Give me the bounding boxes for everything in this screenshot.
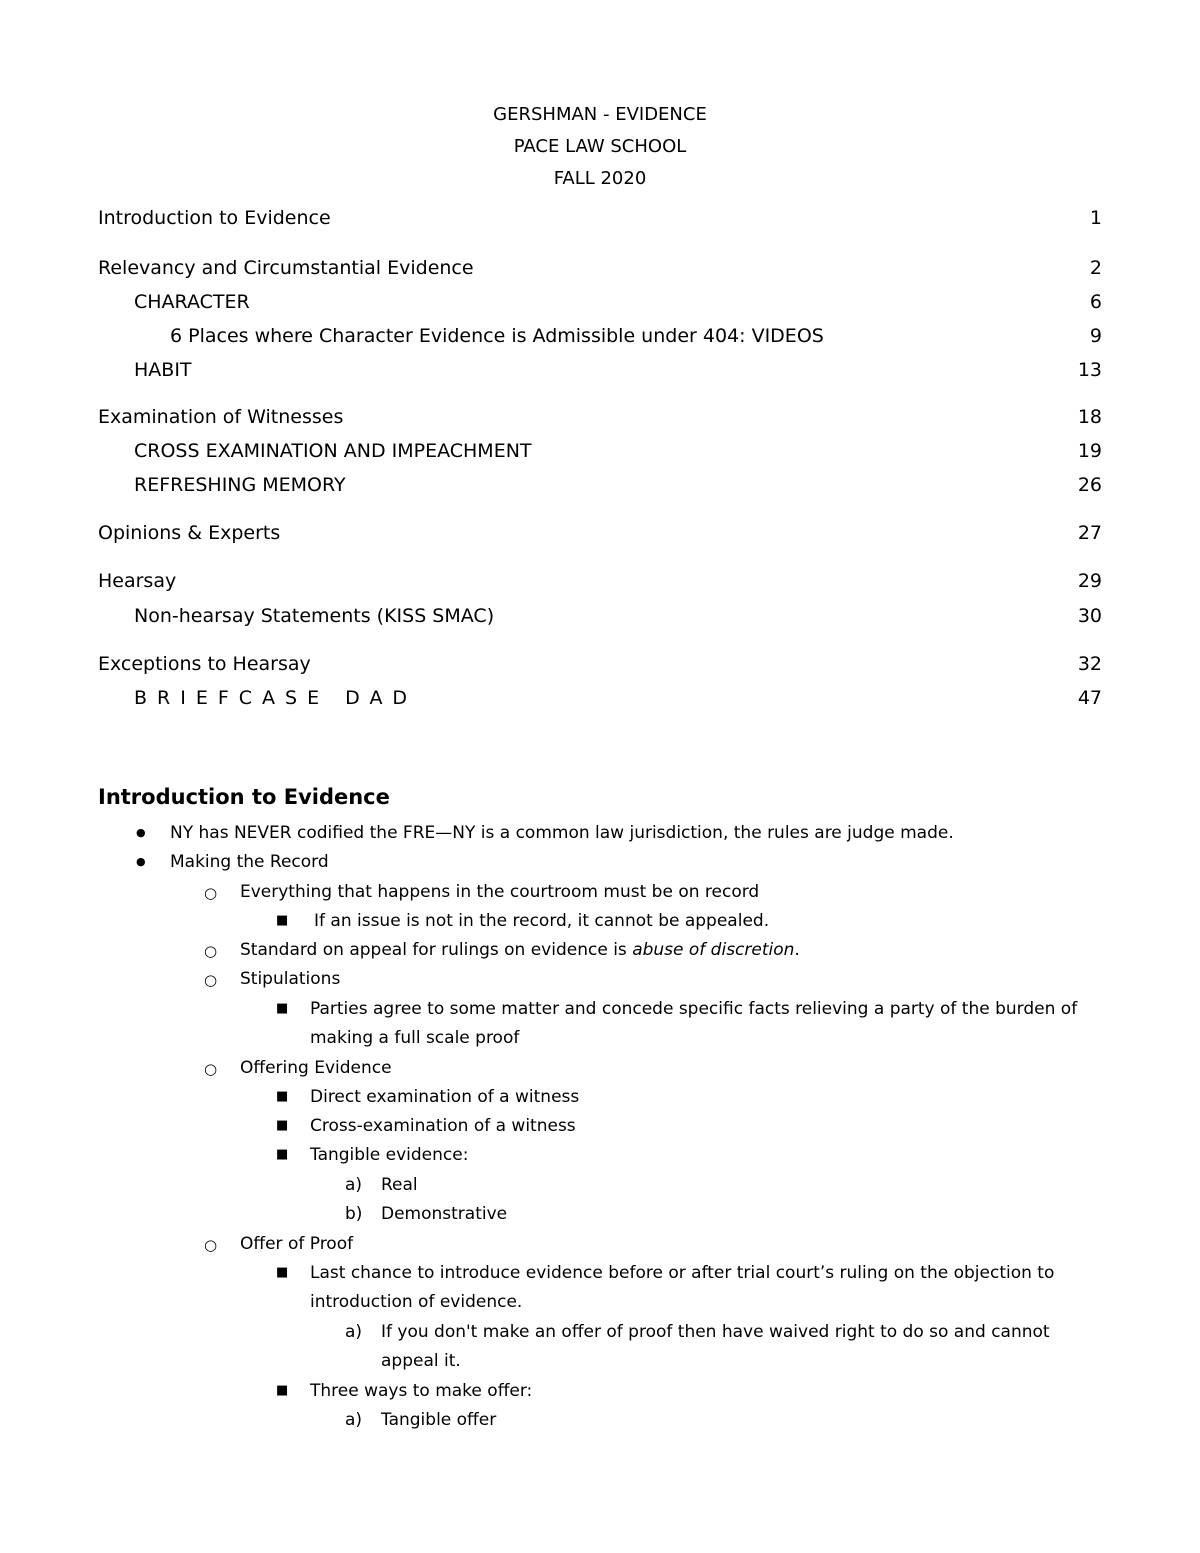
toc-entry[interactable] xyxy=(98,291,1102,317)
toc-page: 19 xyxy=(1077,440,1102,462)
list-item: Offering Evidence xyxy=(240,1058,392,1078)
list-item: NY has NEVER codified the FRE—NY is a common law jurisdiction, the rules are judge made. xyxy=(170,823,954,843)
toc-page: 30 xyxy=(1077,605,1102,627)
toc-entry[interactable] xyxy=(98,257,1102,283)
toc-title: 6 Places where Character Evidence is Admissible under 404: VIDEOS xyxy=(170,325,824,347)
list-item: Tangible evidence: xyxy=(310,1145,469,1165)
letter-marker: a) xyxy=(345,1410,363,1430)
toc-page: 18 xyxy=(1077,406,1102,428)
toc-page: 1 xyxy=(1089,207,1102,229)
list-item-text: . xyxy=(794,940,800,960)
toc-entry[interactable] xyxy=(98,440,1102,466)
section-heading: Introduction to Evidence xyxy=(98,785,390,809)
header-course: GERSHMAN - EVIDENCE xyxy=(493,104,707,125)
circle-marker: ○ xyxy=(204,942,218,960)
toc-page: 9 xyxy=(1089,325,1102,347)
toc-title: CROSS EXAMINATION AND IMPEACHMENT xyxy=(134,440,532,462)
list-item: Real xyxy=(381,1175,418,1195)
list-item-continuation: making a full scale proof xyxy=(310,1028,520,1048)
square-marker: ■ xyxy=(276,1118,289,1133)
list-item: Tangible offer xyxy=(381,1410,497,1430)
letter-marker: a) xyxy=(345,1322,363,1342)
list-item-text: Standard on appeal for rulings on evidence is xyxy=(240,940,633,960)
toc-title: CHARACTER xyxy=(134,291,250,313)
toc-title: BRIEFCASE DAD xyxy=(134,687,418,709)
square-marker: ■ xyxy=(276,1383,289,1398)
toc-title: Opinions & Experts xyxy=(98,522,281,544)
list-item: Last chance to introduce evidence before or after trial court’s ruling on the objection to xyxy=(310,1263,1055,1283)
toc-entry[interactable] xyxy=(98,359,1102,385)
list-item: Cross-examination of a witness xyxy=(310,1116,576,1136)
toc-page: 32 xyxy=(1077,653,1102,675)
letter-marker: b) xyxy=(345,1204,363,1224)
toc-entry[interactable] xyxy=(98,406,1102,432)
bullet-marker: ● xyxy=(136,855,146,868)
list-item: Three ways to make offer: xyxy=(310,1381,533,1401)
bullet-marker: ● xyxy=(136,826,146,839)
toc-entry[interactable] xyxy=(98,474,1102,500)
list-item xyxy=(240,936,800,965)
list-item: Stipulations xyxy=(240,969,341,989)
toc-page: 47 xyxy=(1077,687,1102,709)
toc-title: REFRESHING MEMORY xyxy=(134,474,346,496)
list-item: If an issue is not in the record, it cannot be appealed. xyxy=(314,911,770,931)
toc-title: Examination of Witnesses xyxy=(98,406,344,428)
header-school: PACE LAW SCHOOL xyxy=(513,136,687,157)
list-item-continuation: appeal it. xyxy=(381,1351,461,1371)
toc-page: 13 xyxy=(1077,359,1102,381)
circle-marker: ○ xyxy=(204,1060,218,1078)
square-marker: ■ xyxy=(276,913,289,928)
toc-title: Exceptions to Hearsay xyxy=(98,653,311,675)
square-marker: ■ xyxy=(276,1089,289,1104)
toc-title: HABIT xyxy=(134,359,192,381)
toc-entry[interactable] xyxy=(98,605,1102,631)
circle-marker: ○ xyxy=(204,884,218,902)
list-item: Direct examination of a witness xyxy=(310,1087,580,1107)
list-item: Making the Record xyxy=(170,852,329,872)
header-term: FALL 2020 xyxy=(553,168,647,189)
circle-marker: ○ xyxy=(204,971,218,989)
emphasis-text: abuse of discretion xyxy=(632,940,795,960)
letter-marker: a) xyxy=(345,1175,363,1195)
toc-entry[interactable] xyxy=(98,687,1102,713)
list-item: Demonstrative xyxy=(381,1204,508,1224)
square-marker: ■ xyxy=(276,1265,289,1280)
list-item: Offer of Proof xyxy=(240,1234,354,1254)
toc-title: Non-hearsay Statements (KISS SMAC) xyxy=(134,605,495,627)
toc-entry[interactable] xyxy=(98,207,1102,233)
list-item: If you don't make an offer of proof then have waived right to do so and cannot xyxy=(381,1322,1050,1342)
toc-page: 27 xyxy=(1077,522,1102,544)
circle-marker: ○ xyxy=(204,1236,218,1254)
list-item-continuation: introduction of evidence. xyxy=(310,1292,523,1312)
toc-entry[interactable] xyxy=(98,325,1102,351)
toc-page: 6 xyxy=(1089,291,1102,313)
square-marker: ■ xyxy=(276,1001,289,1016)
toc-page: 26 xyxy=(1077,474,1102,496)
toc-entry[interactable] xyxy=(98,653,1102,679)
square-marker: ■ xyxy=(276,1147,289,1162)
toc-title: Hearsay xyxy=(98,570,177,592)
toc-title: Relevancy and Circumstantial Evidence xyxy=(98,257,474,279)
list-item: Parties agree to some matter and concede specific facts relieving a party of the burden of xyxy=(310,999,1078,1019)
list-item: Everything that happens in the courtroom must be on record xyxy=(240,882,760,902)
toc-page: 29 xyxy=(1077,570,1102,592)
toc-title: Introduction to Evidence xyxy=(98,207,331,229)
toc-page: 2 xyxy=(1089,257,1102,279)
toc-entry[interactable] xyxy=(98,522,1102,548)
toc-entry[interactable] xyxy=(98,570,1102,596)
